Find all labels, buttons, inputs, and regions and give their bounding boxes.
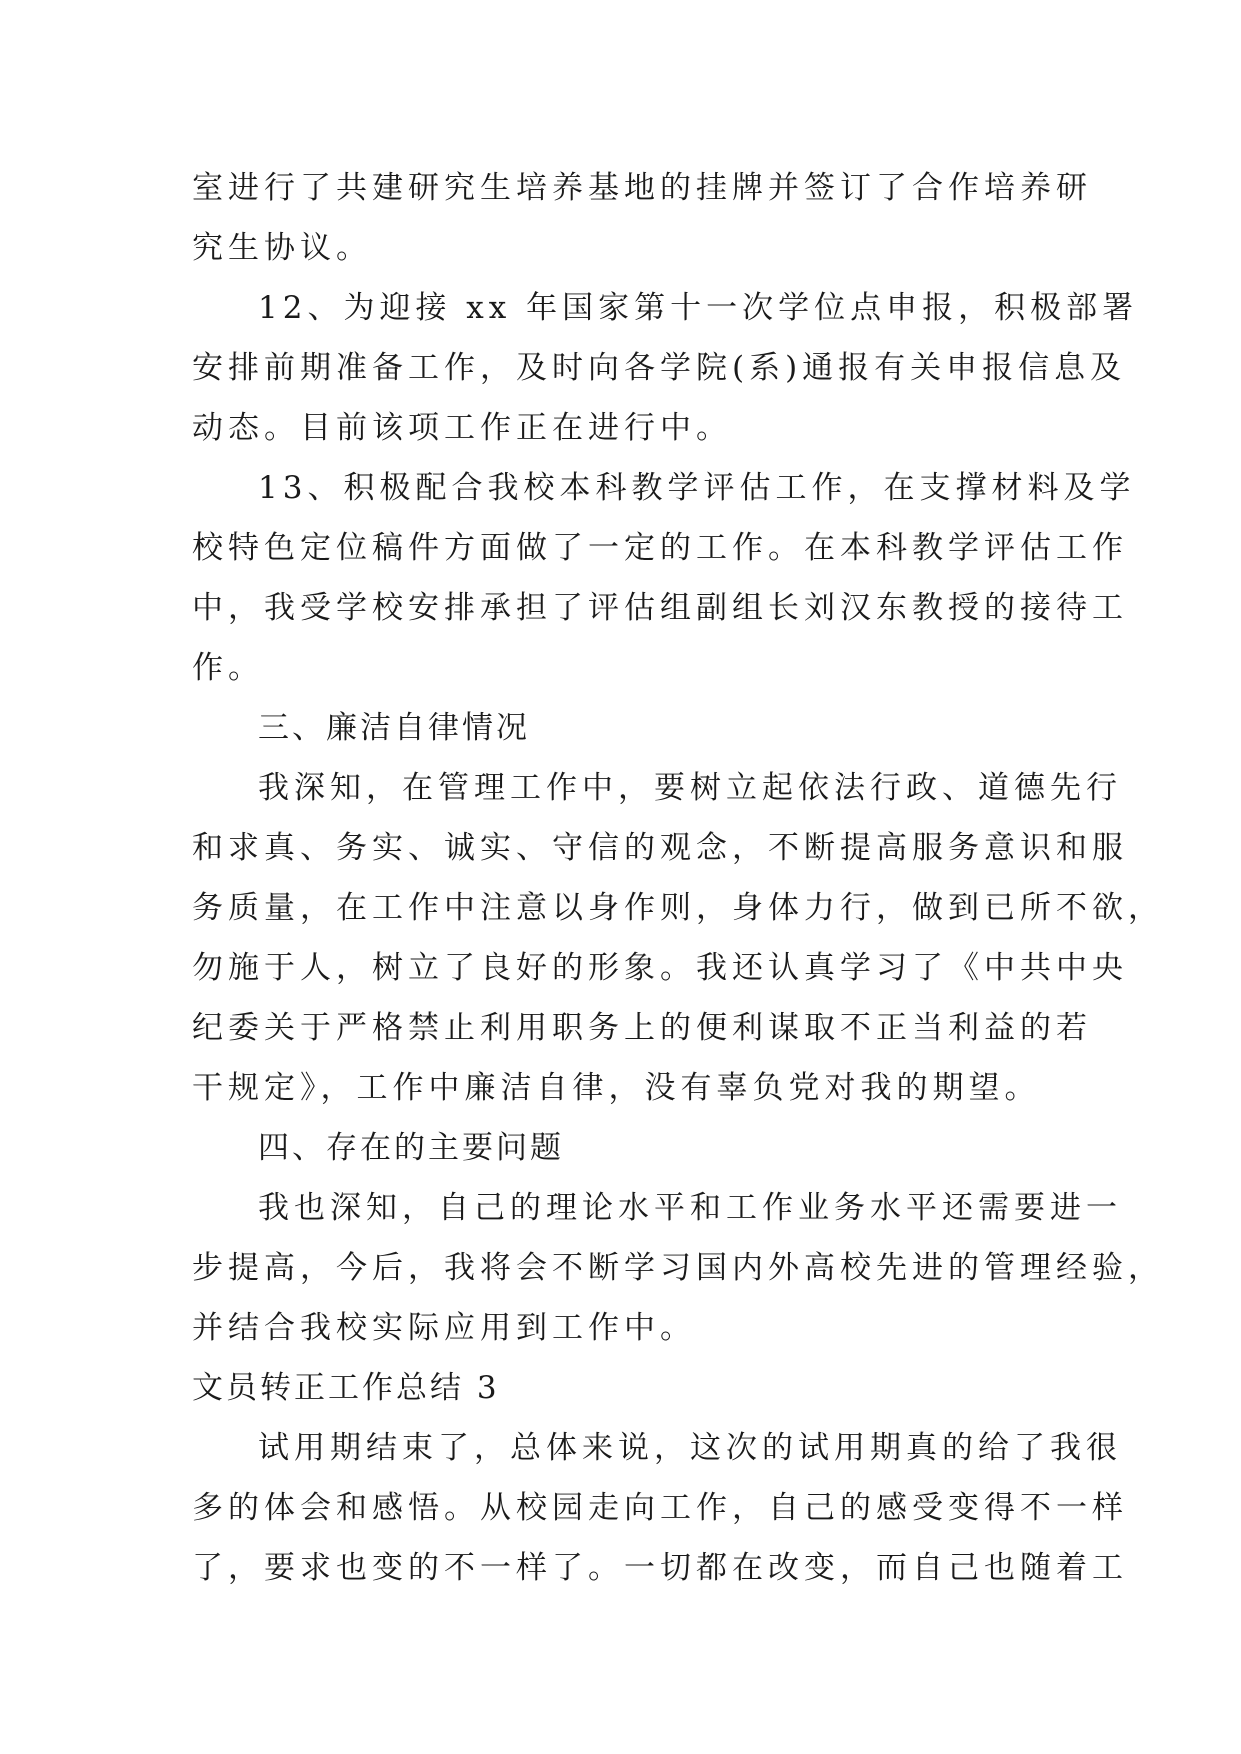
text-line: 校特色定位稿件方面做了一定的工作。在本科教学评估工作 bbox=[192, 530, 1128, 566]
paragraph-start: 12、为迎接 xx 年国家第十一次学位点申报，积极部署 bbox=[258, 290, 1139, 326]
paragraph-start: 试用期结束了，总体来说，这次的试用期真的给了我很 bbox=[258, 1430, 1122, 1466]
paragraph-start: 13、积极配合我校本科教学评估工作，在支撑材料及学 bbox=[258, 470, 1136, 506]
text-line: 作。 bbox=[192, 650, 264, 686]
text-line: 务质量，在工作中注意以身作则，身体力行，做到已所不欲， bbox=[192, 890, 1164, 926]
text-line: 动态。目前该项工作正在进行中。 bbox=[192, 410, 732, 446]
text-line: 了，要求也变的不一样了。一切都在改变，而自己也随着工 bbox=[192, 1550, 1128, 1586]
text-line: 并结合我校实际应用到工作中。 bbox=[192, 1310, 696, 1346]
document-title: 文员转正工作总结 3 bbox=[192, 1370, 500, 1406]
text-line: 中，我受学校安排承担了评估组副组长刘汉东教授的接待工 bbox=[192, 590, 1128, 626]
paragraph-start: 我深知，在管理工作中，要树立起依法行政、道德先行 bbox=[258, 770, 1122, 806]
text-line: 勿施于人，树立了良好的形象。我还认真学习了《中共中央 bbox=[192, 950, 1128, 986]
section-heading: 三、廉洁自律情况 bbox=[258, 710, 530, 746]
section-heading: 四、存在的主要问题 bbox=[258, 1130, 564, 1166]
text-line: 和求真、务实、诚实、守信的观念，不断提高服务意识和服 bbox=[192, 830, 1128, 866]
text-line: 室进行了共建研究生培养基地的挂牌并签订了合作培养研 bbox=[192, 170, 1092, 206]
text-line: 多的体会和感悟。从校园走向工作，自己的感受变得不一样 bbox=[192, 1490, 1128, 1526]
text-line: 安排前期准备工作，及时向各学院(系)通报有关申报信息及 bbox=[192, 350, 1127, 386]
text-line: 究生协议。 bbox=[192, 230, 372, 266]
text-line: 干规定》，工作中廉洁自律，没有辜负党对我的期望。 bbox=[192, 1070, 1041, 1106]
paragraph-start: 我也深知，自己的理论水平和工作业务水平还需要进一 bbox=[258, 1190, 1122, 1226]
text-line: 纪委关于严格禁止利用职务上的便利谋取不正当利益的若 bbox=[192, 1010, 1092, 1046]
text-line: 步提高，今后，我将会不断学习国内外高校先进的管理经验， bbox=[192, 1250, 1164, 1286]
